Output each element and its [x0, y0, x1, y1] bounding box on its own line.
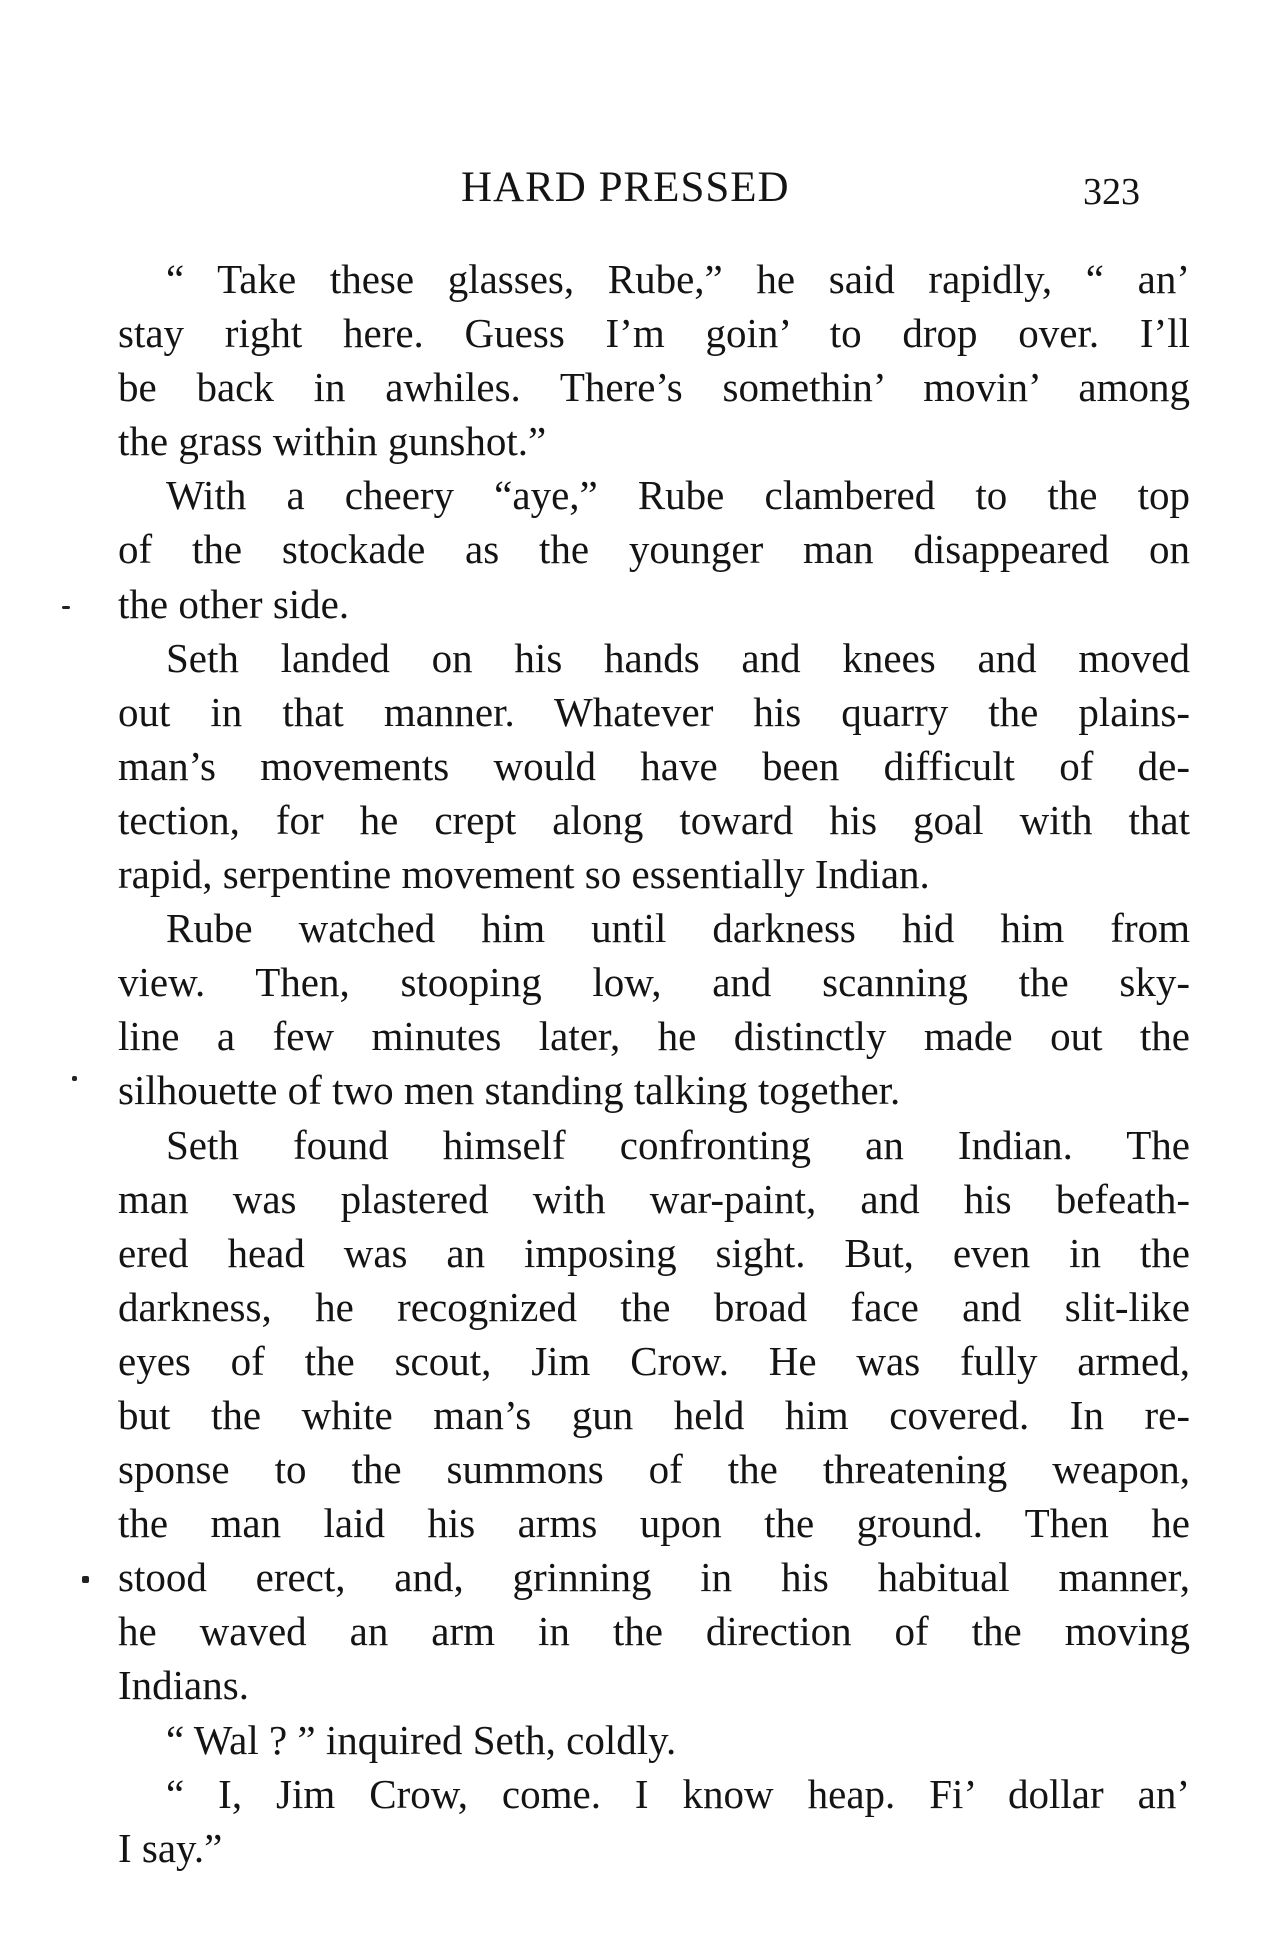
text-line: sponse to the summons of the threatening weapon,: [118, 1446, 1190, 1493]
scan-speck: [72, 1076, 77, 1081]
text-line: Indians.: [118, 1662, 249, 1709]
text-line: he waved an arm in the direction of the moving: [118, 1608, 1190, 1655]
text-line: “ Wal ? ” inquired Seth, coldly.: [166, 1716, 677, 1763]
text-line: the grass within gunshot.”: [118, 418, 547, 465]
text-line: darkness, he recognized the broad face and slit-like: [118, 1283, 1190, 1330]
text-line: line a few minutes later, he distinctly made out the: [118, 1013, 1190, 1060]
text-line: tection, for he crept along toward his goal with that: [118, 796, 1190, 843]
text-line: With a cheery “aye,” Rube clambered to the top: [166, 472, 1190, 519]
body-text: [118, 252, 1190, 1875]
running-head: HARD PRESSED: [461, 164, 790, 211]
text-line: eyes of the scout, Jim Crow. He was fully armed,: [118, 1337, 1190, 1384]
text-line: be back in awhiles. There’s somethin’ movin’ among: [118, 364, 1190, 411]
text-line: “ I, Jim Crow, come. I know heap. Fi’ dollar an’: [166, 1770, 1190, 1817]
page-number: 323: [1083, 171, 1140, 213]
text-line: the man laid his arms upon the ground. Then he: [118, 1500, 1190, 1547]
text-line: Seth landed on his hands and knees and moved: [166, 634, 1190, 681]
text-line: “ Take these glasses, Rube,” he said rapidly, “ an’: [166, 256, 1190, 302]
text-line: stood erect, and, grinning in his habitual manner,: [118, 1554, 1190, 1601]
text-line: rapid, serpentine movement so essentially Indian.: [118, 851, 930, 898]
text-line: man’s movements would have been difficult of de-: [118, 742, 1190, 789]
text-line: silhouette of two men standing talking together.: [118, 1067, 901, 1114]
text-line: I say.”: [118, 1824, 223, 1871]
text-line: but the white man’s gun held him covered. In re-: [118, 1391, 1190, 1438]
scan-speck: [82, 1576, 89, 1583]
page-header: [0, 160, 1278, 216]
text-line: Seth found himself confronting an Indian. The: [166, 1121, 1190, 1168]
text-line: stay right here. Guess I’m goin’ to drop over. I’ll: [118, 310, 1190, 357]
text-line: ered head was an imposing sight. But, even in the: [118, 1229, 1190, 1276]
text-line: the other side.: [118, 580, 350, 627]
text-line: Rube watched him until darkness hid him from: [166, 905, 1190, 952]
text-line: man was plastered with war-paint, and his befeath-: [118, 1175, 1190, 1222]
text-line: out in that manner. Whatever his quarry the plains-: [118, 688, 1190, 735]
text-line: of the stockade as the younger man disappeared on: [118, 526, 1190, 573]
text-line: view. Then, stooping low, and scanning the sky-: [118, 959, 1190, 1006]
scan-speck: [62, 606, 70, 609]
